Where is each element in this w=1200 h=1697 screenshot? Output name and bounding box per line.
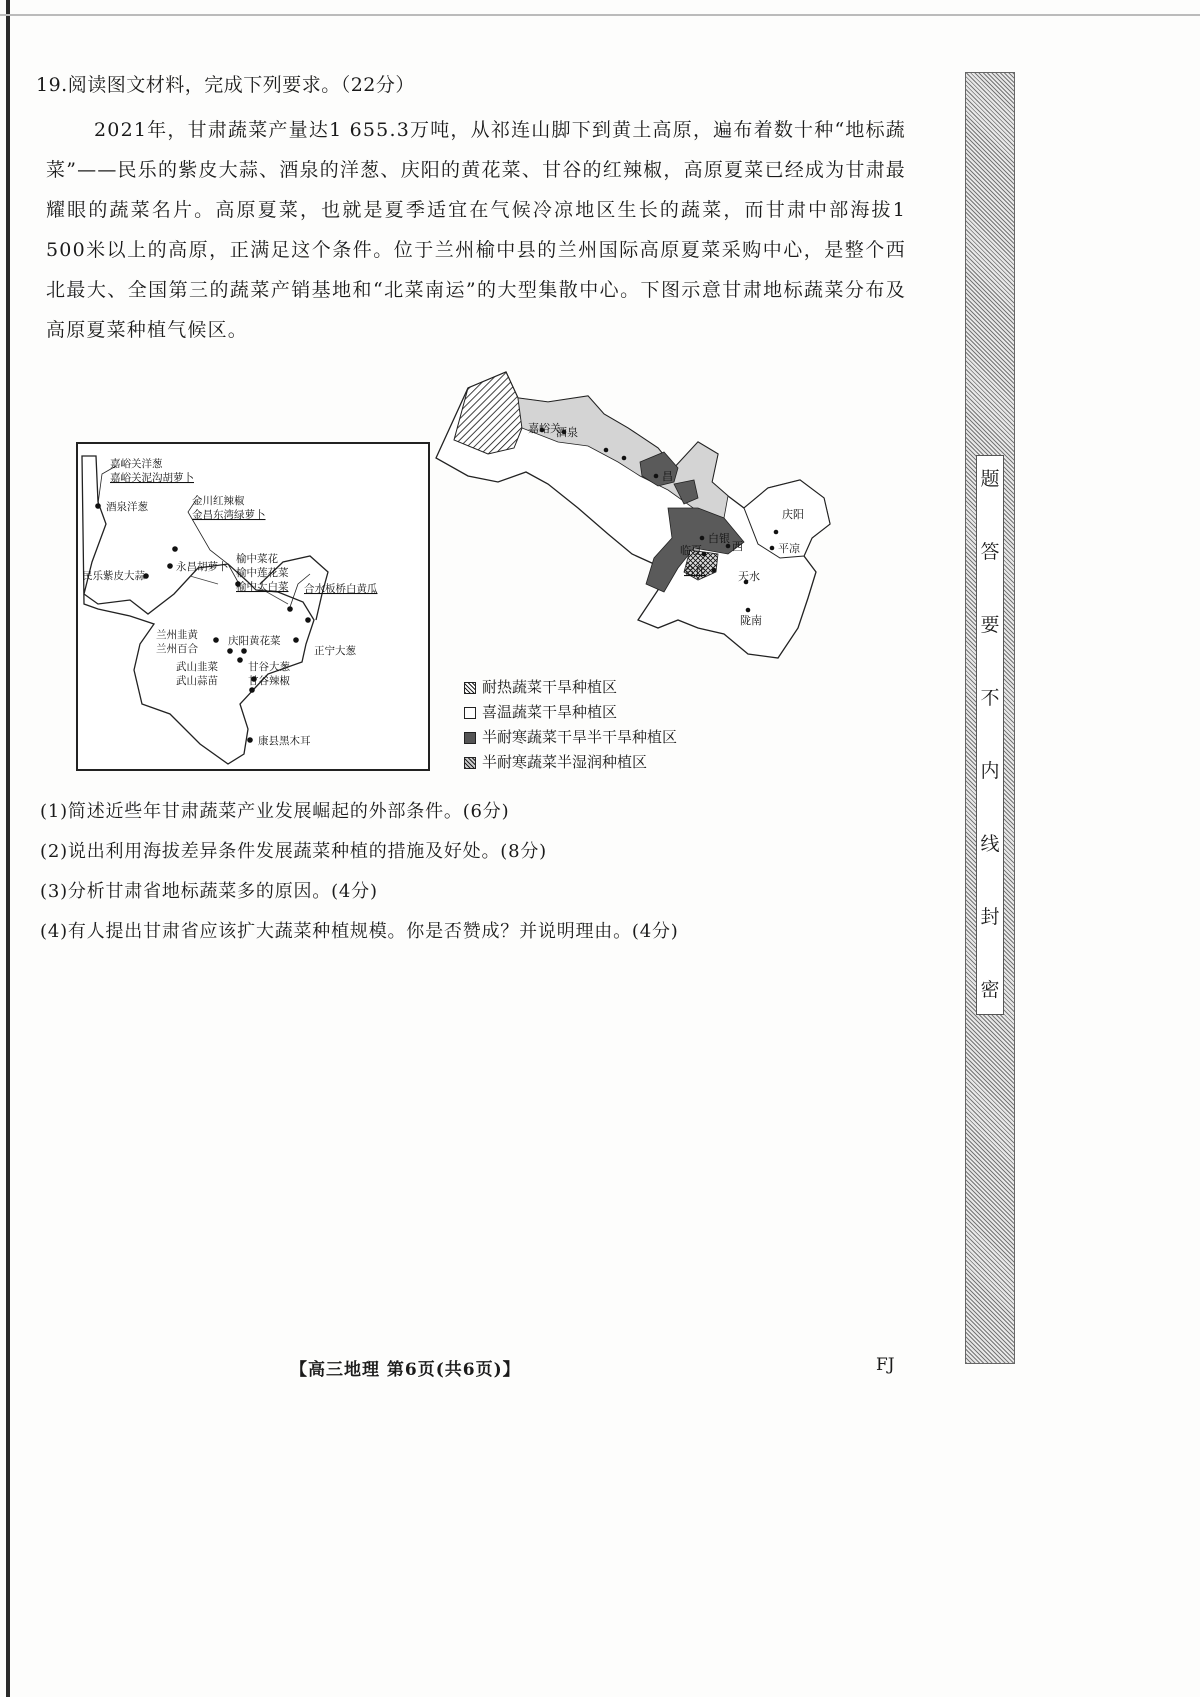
inset-label-qingyang-daylily: 庆阳黄花菜 [228,635,281,647]
page-footer: 【高三地理 第6页(共6页)】 [290,1360,521,1380]
inset-label-yuzhong-cauliflower: 榆中菜花 [236,553,278,565]
legend-label: 耐热蔬菜干旱种植区 [482,678,618,696]
map-label-tianshui: 天水 [738,570,760,583]
inset-label-lanzhou-chives: 兰州韭黄 [156,629,198,641]
inset-label-lanzhou-lily: 兰州百合 [156,643,198,655]
seal-char: 不 [980,687,1000,709]
inset-label-wushan-garlic-sprout: 武山蒜苗 [176,675,218,687]
climate-zone-map [428,358,898,698]
sub-questions [40,792,679,952]
inset-label-jinchang-radish: 金昌东湾绿萝卜 [192,509,266,521]
question-title: 19.阅读图文材料，完成下列要求。（22分） [36,74,415,96]
sub-question-2: (2)说出利用海拔差异条件发展蔬菜种植的措施及好处。(8分) [40,841,547,862]
map-label-longnan: 陇南 [740,614,762,627]
map-label-baiyin: 白银 [708,532,730,545]
legend-label: 半耐寒蔬菜半湿润种植区 [482,753,648,771]
inset-map-svg [78,444,428,769]
inset-label-jiuquan-onion: 酒泉洋葱 [106,501,148,513]
seal-char: 线 [980,833,1000,855]
map-label-jiayuguan: 嘉峪关 [528,422,561,435]
landmark-vegetable-map [76,442,430,771]
legend-item-semi-cold-humid [464,750,677,775]
footer-code: FJ [876,1355,895,1375]
white-swatch-icon [464,707,476,719]
inset-label-jiayuguan-carrot: 嘉峪关泥沟胡萝卜 [110,472,194,484]
inset-label-minle-garlic: 民乐紫皮大蒜 [82,570,145,582]
legend-label: 半耐寒蔬菜干旱半干旱种植区 [482,728,678,746]
inset-label-jinchuan-pepper: 金川红辣椒 [192,495,245,507]
map-label-qingyang: 庆阳 [782,508,804,521]
climate-map-svg [428,358,898,698]
inset-label-gangu-scallion: 甘谷大葱 [248,661,290,673]
inset-label-jiayuguan-onion: 嘉峪关洋葱 [110,458,163,470]
question-paragraph: 2021年，甘肃蔬菜产量达1 655.3万吨，从祁连山脚下到黄土高原，遍布着数十种“地标蔬菜”——民乐的紫皮大蒜、酒泉的洋葱、庆阳的黄花菜、甘谷的红辣椒，高原夏菜已经成为甘肃最耀眼的蔬菜名片。高原夏菜，也就是夏季适宜在气候冷凉地区生长的蔬菜，而甘肃中部海拔1 500米以上的高原，正满足这个条件。位于兰州榆中县的兰州国际高原夏菜采购中心，是整个西北最大、全国第三的蔬菜产销基地和“北菜南运”的大型集散中心。下图示意甘肃地标蔬菜分布及高原夏菜种植气候区。 [46,119,906,341]
map-label-pingliang: 平凉 [778,542,800,555]
inset-label-zhengning-scallion: 正宁大葱 [314,645,356,657]
sub-question-1: (1)简述近些年甘肃蔬菜产业发展崛起的外部条件。(6分) [40,801,510,822]
map-legend [464,675,677,775]
map-label-jinchang: 昌 [662,470,673,483]
scan-edge-top [0,14,1200,16]
sub-question-4: (4)有人提出甘肃省应该扩大蔬菜种植规模。你是否赞成？并说明理由。(4分) [40,921,679,942]
seal-char: 题 [980,468,1000,490]
inset-points [95,503,311,743]
inset-label-wushan-chives: 武山韭菜 [176,661,218,673]
inset-label-yuzhong-cabbage-lotus: 榆中莲花菜 [236,567,289,579]
seal-char: 密 [980,979,1000,1001]
legend-item-heat-tolerant [464,675,677,700]
seal-char: 要 [980,614,1000,636]
seal-char: 封 [980,906,1000,928]
seal-char: 答 [980,541,1000,563]
map-label-dingxi: 西 [732,540,743,553]
map-label-linxia: 临夏 [680,544,702,557]
map-label-jiuquan: 酒泉 [556,426,578,439]
inset-label-heshui-cucumber: 合水板桥白黄瓜 [304,583,378,595]
legend-item-semi-cold-arid [464,725,677,750]
sub-question-3: (3)分析甘肃省地标蔬菜多的原因。(4分) [40,881,378,902]
seal-line-text [976,455,1004,1015]
dark-swatch-icon [464,732,476,744]
inset-label-yuzhong-napa: 榆中大白菜 [236,581,289,593]
inset-label-yongchang-carrot: 永昌胡萝卜 [176,561,229,573]
inset-label-kangxian-fungus: 康县黑木耳 [258,735,311,747]
legend-label: 喜温蔬菜干旱种植区 [482,703,618,721]
legend-item-warm [464,700,677,725]
map-label-hezuo: 合作 [684,564,706,577]
seal-char: 内 [980,760,1000,782]
inset-label-gangu-pepper: 甘谷辣椒 [248,675,290,687]
scan-edge [6,0,10,1697]
hatched-swatch-icon [464,682,476,694]
crossed-swatch-icon [464,757,476,769]
